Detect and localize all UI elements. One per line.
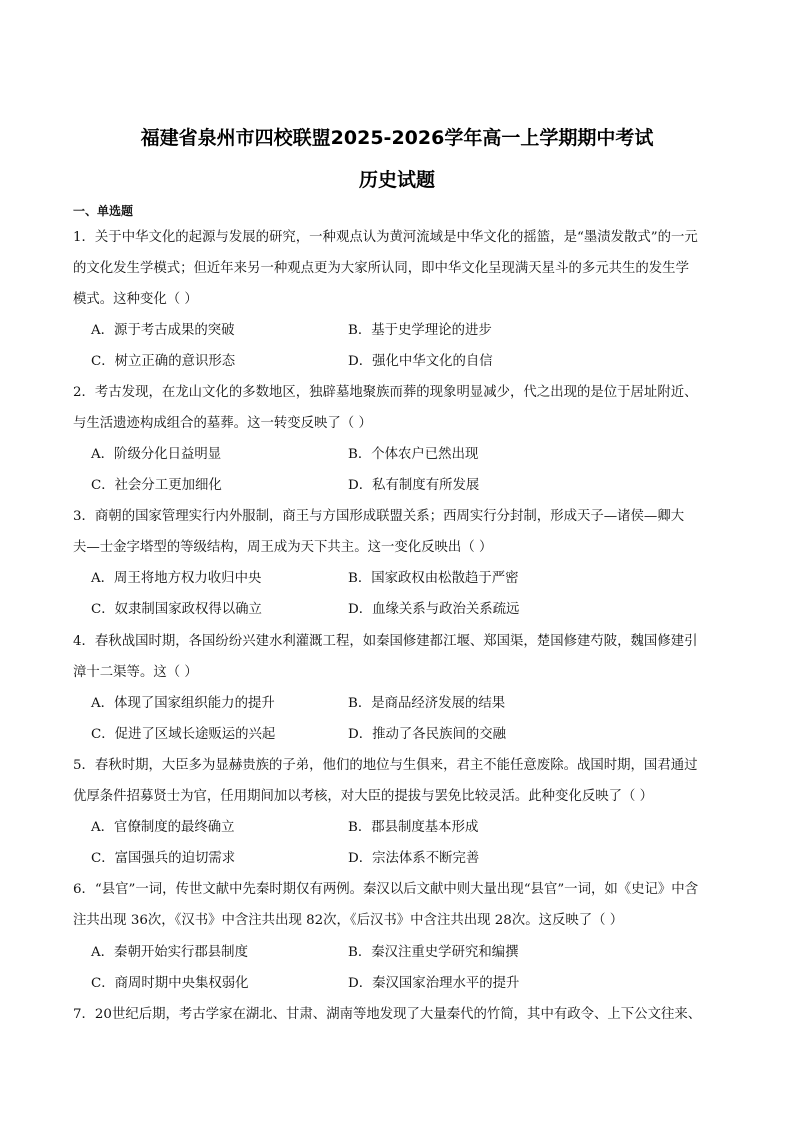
section-heading: 一、单选题 xyxy=(73,204,134,218)
question-4-option-b: B．是商品经济发展的结果 xyxy=(348,696,506,711)
exam-subtitle: 历史试题 xyxy=(358,169,435,191)
question-6-option-d: D．秦汉国家治理水平的提升 xyxy=(348,976,520,991)
question-1-option-d: D．强化中华文化的自信 xyxy=(348,354,493,369)
question-2-option-c: C．社会分工更加细化 xyxy=(91,478,222,493)
question-5-line-1: 5．春秋时期，大臣多为显赫贵族的子弟，他们的地位与生俱来，君主不能任意废除。战国时期，国君通过 xyxy=(73,758,698,773)
question-3-option-d: D．血缘关系与政治关系疏远 xyxy=(348,602,520,617)
question-4-option-c: C．促进了区域长途贩运的兴起 xyxy=(91,727,276,742)
question-2-line-1: 2．考古发现，在龙山文化的多数地区，独辟墓地聚族而葬的现象明显减少，代之出现的是位于居址附近、 xyxy=(73,385,698,400)
question-6-line-1: 6．“县官”一词，传世文献中先秦时期仅有两例。秦汉以后文献中则大量出现“县官”一词，如《史记》中含 xyxy=(73,882,699,897)
question-6-option-c: C．商周时期中央集权弱化 xyxy=(91,976,249,991)
question-2-option-a: A．阶级分化日益明显 xyxy=(91,447,222,462)
question-5-line-2: 优厚条件招募贤士为官，任用期间加以考核，对大臣的提拔与罢免比较灵活。此种变化反映了（ ） xyxy=(73,789,654,804)
question-4-line-2: 漳十二渠等。这（ ） xyxy=(73,665,198,680)
question-3-line-1: 3．商朝的国家管理实行内外服制，商王与方国形成联盟关系；西周实行分封制，形成天子—诸侯—卿大 xyxy=(73,509,685,524)
question-5-option-b: B．郡县制度基本形成 xyxy=(348,820,479,835)
question-1-line-2: 的文化发生学模式；但近年来另一种观点更为大家所认同，即中华文化呈现满天星斗的多元共生的发生学 xyxy=(73,261,689,276)
question-6-option-b: B．秦汉注重史学研究和编撰 xyxy=(348,945,519,960)
question-2-option-b: B．个体农户已然出现 xyxy=(348,447,479,462)
question-2-line-2: 与生活遗迹构成组合的墓葬。这一转变反映了（ ） xyxy=(73,416,372,431)
question-3-option-b: B．国家政权由松散趋于严密 xyxy=(348,571,519,586)
question-5-option-a: A．官僚制度的最终确立 xyxy=(91,820,235,835)
question-4-option-d: D．推动了各民族间的交融 xyxy=(348,727,507,742)
question-7-line-1: 7．20世纪后期，考古学家在湖北、甘肃、湖南等地发现了大量秦代的竹简，其中有政令、上下公文往来、 xyxy=(73,1007,702,1022)
question-1-line-3: 模式。这种变化（ ） xyxy=(73,292,198,307)
question-4-option-a: A．体现了国家组织能力的提升 xyxy=(91,696,275,711)
question-4-line-1: 4．春秋战国时期，各国纷纷兴建水利灌溉工程，如秦国修建都江堰、郑国渠，楚国修建芍陂，魏国修建引 xyxy=(73,634,698,649)
exam-title: 福建省泉州市四校联盟2025-2026学年高一上学期期中考试 xyxy=(140,127,654,149)
question-6-option-a: A．秦朝开始实行郡县制度 xyxy=(91,945,248,960)
question-1-option-c: C．树立正确的意识形态 xyxy=(91,354,236,369)
question-5-option-c: C．富国强兵的迫切需求 xyxy=(91,851,236,866)
question-3-option-a: A．周王将地方权力收归中央 xyxy=(91,571,262,586)
question-3-option-c: C．奴隶制国家政权得以确立 xyxy=(91,602,262,617)
question-2-option-d: D．私有制度有所发展 xyxy=(348,478,480,493)
question-1-option-a: A．源于考古成果的突破 xyxy=(91,323,235,338)
question-1-line-1: 1．关于中华文化的起源与发展的研究，一种观点认为黄河流域是中华文化的摇篮，是“墨渍发散式”的一元 xyxy=(73,230,698,245)
question-6-line-2: 注共出现 36次，《汉书》中含注共出现 82次，《后汉书》中含注共出现 28次。这反映了（ ） xyxy=(73,913,624,928)
question-3-line-2: 夫—士金字塔型的等级结构，周王成为天下共主。这一变化反映出（ ） xyxy=(73,540,493,555)
question-1-option-b: B．基于史学理论的进步 xyxy=(348,323,492,338)
question-5-option-d: D．宗法体系不断完善 xyxy=(348,851,480,866)
